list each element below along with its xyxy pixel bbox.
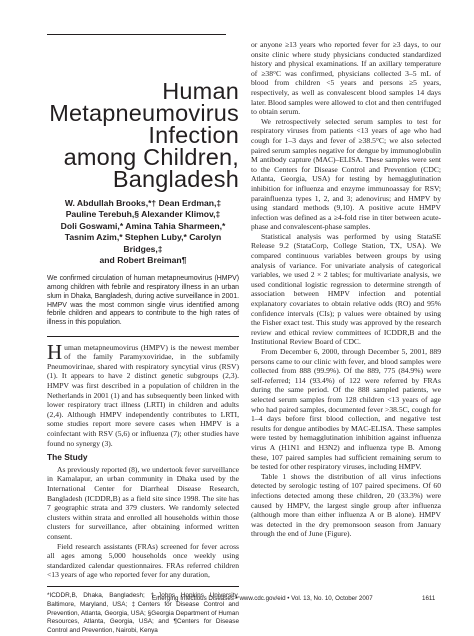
body-paragraph: From December 6, 2000, through December 5, 2001, 889 persons came to our clinic with fever, and blood samples were collected from 888 (99.9%). Of the 889, 775 (84.9%) were self-referred; 114 (93.4%) of 122 were referred by FRAs during the same period. Of the 888 sampled patients, we selected serum samples from 128 children <13 years of age who had paired samples, documented fever >38.5C, cough for 1–4 days before first blood collection, and negative test results for dengue antibodies by MAC-ELISA. These samples were tested by hemagglutination inhibition against influenza virus A (H1N1 and H3N2) and influenza type B. Among these, 107 paired samples had sufficient remaining serum to be tested for other respiratory viruses, including HMPV. [251, 347, 441, 472]
left-column [47, 40, 239, 636]
section-heading-the-study: The Study [47, 452, 88, 463]
title-line: among Children, [63, 144, 239, 170]
title-line: Human [162, 78, 239, 104]
title-line: Bangladesh [112, 166, 239, 192]
affiliations-footnote: *ICDDR,B, Dhaka, Bangladesh; †Johns Hopkins University, Baltimore, Maryland, USA; ‡Centers for Disease Control and Prevention, Atlanta, Georgia, USA; §Georgia Department of Human Resources, Atlanta, Georgia, USA; and ¶Centers for Disease Control and Prevention, Nairobi, Kenya [47, 586, 239, 636]
author-line: and Robert Breiman¶ [99, 255, 187, 266]
body-paragraph: We retrospectively selected serum samples to test for respiratory viruses from patients <13 years of age who had cough for 1–3 days and fever of ≥38.5°C; we also selected paired serum samples negative for dengue by immunoglobulin M antibody capture (MAC)–ELISA. These samples were sent to the Centers for Disease Control and Prevention (CDC; Atlanta, Georgia, USA) for testing by hemagglutination inhibition for influenza and enzyme immunoassay for RSV; parainfluenza types 1, 2, and 3; adenovirus; and HMPV by using standard methods (9,10). A positive acute HMPV infection was defined as a ≥4-fold rise in titer between acute-phase and convalescent-phase samples. [251, 116, 442, 232]
right-column [251, 40, 441, 539]
title-line: Infection [148, 122, 239, 148]
abstract: We confirmed circulation of human metapneumovirus (HMPV) among children with febrile and respiratory illness in an urban slum in Dhaka, Bangladesh, during active surveillance in 2001. HMPV was the most common single virus identified among febrile children and appears to contribute to the high rates of illness in this population. [47, 275, 239, 336]
body-paragraph: Field research assistants (FRAs) screened for fever across all ages among 5,000 households once weekly using standardized calendar questionnaires. FRAs referred children <13 years of age who reported fever for any duration, [47, 541, 239, 580]
body-paragraph: or anyone ≥13 years who reported fever for ≥3 days, to our onsite clinic where study physicians conducted standardized history and physical examinations. If an axillary temperature of ≥38°C was confirmed, physicians collected 3–5 mL of blood from children <5 years and persons ≥5 years, respectively, as well as convalescent blood samples 14 days later. Blood samples were allowed to clot and then centrifuged to obtain serum. [251, 40, 441, 117]
article-title [47, 80, 239, 190]
title-line: Metapneumovirus [49, 100, 239, 126]
journal-citation: Emerging Infectious Diseases • www.cdc.gov/eid • Vol. 13, No. 10, October 2007 [152, 595, 373, 602]
author-line: W. Abdullah Brooks,*† Dean Erdman,‡ [64, 198, 222, 208]
body-paragraph: As previously reported (8), we undertook fever surveillance in Kamalapur, an urban community in Dhaka used by the International Center for Diarrheal Disease Research, Bangladesh (ICDDR,B) as a field site since 1998. The site has 7 geographic strata and 379 clusters. We randomly selected clusters within strata and enrolled all households within those clusters for surveillance, after obtaining informed written consent. [47, 464, 239, 541]
body-paragraph: Table 1 shows the distribution of all virus infections detected by serologic testing of 107 paired specimens. Of 60 infections detected among these children, 20 (33.3%) were caused by HMPV, the largest single group after influenza (although more than either influenza A or B alone). HMPV was detected in the dry premonsoon season from January through the end of June (Figure). [251, 471, 441, 539]
intro-paragraph [47, 339, 239, 449]
left-body-text [47, 339, 239, 580]
author-line: Pauline Terebuh,§ Alexander Klimov,‡ [65, 209, 221, 220]
author-line: Doli Goswami,* Amina Tahia Sharmeen,* [60, 220, 226, 231]
top-rule [47, 34, 226, 35]
page-number: 1611 [422, 595, 436, 602]
intro-text: uman metapneumovirus (HMPV) is the newest member of the family Paramyxoviridae, in the subfamily Pneumovirinae, shared with respiratory syncytial virus (RSV) (1). It appears to have 2 distinct genetic subgroups (2,3). HMPV was first described in a population of children in the Netherlands in 2001 (1) and has subsequently been linked with lower respiratory tract illness (LRTI) in children and adults (2,4). Although HMPV independently contributes to LRTI, some studies report more severe cases when HMPV is a coinfectant with RSV (5,6) or influenza (7); other studies have found no synergy (3). [47, 342, 239, 448]
author-line: Tasnim Azim,* Stephen Luby,* Carolyn Bridges,‡ [64, 232, 222, 254]
drop-cap: H [47, 339, 63, 364]
author-list [47, 198, 239, 266]
body-paragraph: Statistical analysis was performed by using StataSE Release 9.2 (StataCorp, College Station, TX, USA). We compared continuous variables between groups by using analysis of variance. For univariate analysis of categorical variables, we used 2 × 2 tables; for multivariate analysis, we used conditional logistic regression to determine strength of association between HMPV infection and potential explanatory covariates to obtain relative odds (RO) and 95% confidence intervals (CIs); p values were obtained by using the Fisher exact test. This study was approved by the research review and ethical review committees of ICDDR,B and the Institutional Review Board of CDC. [251, 231, 441, 347]
